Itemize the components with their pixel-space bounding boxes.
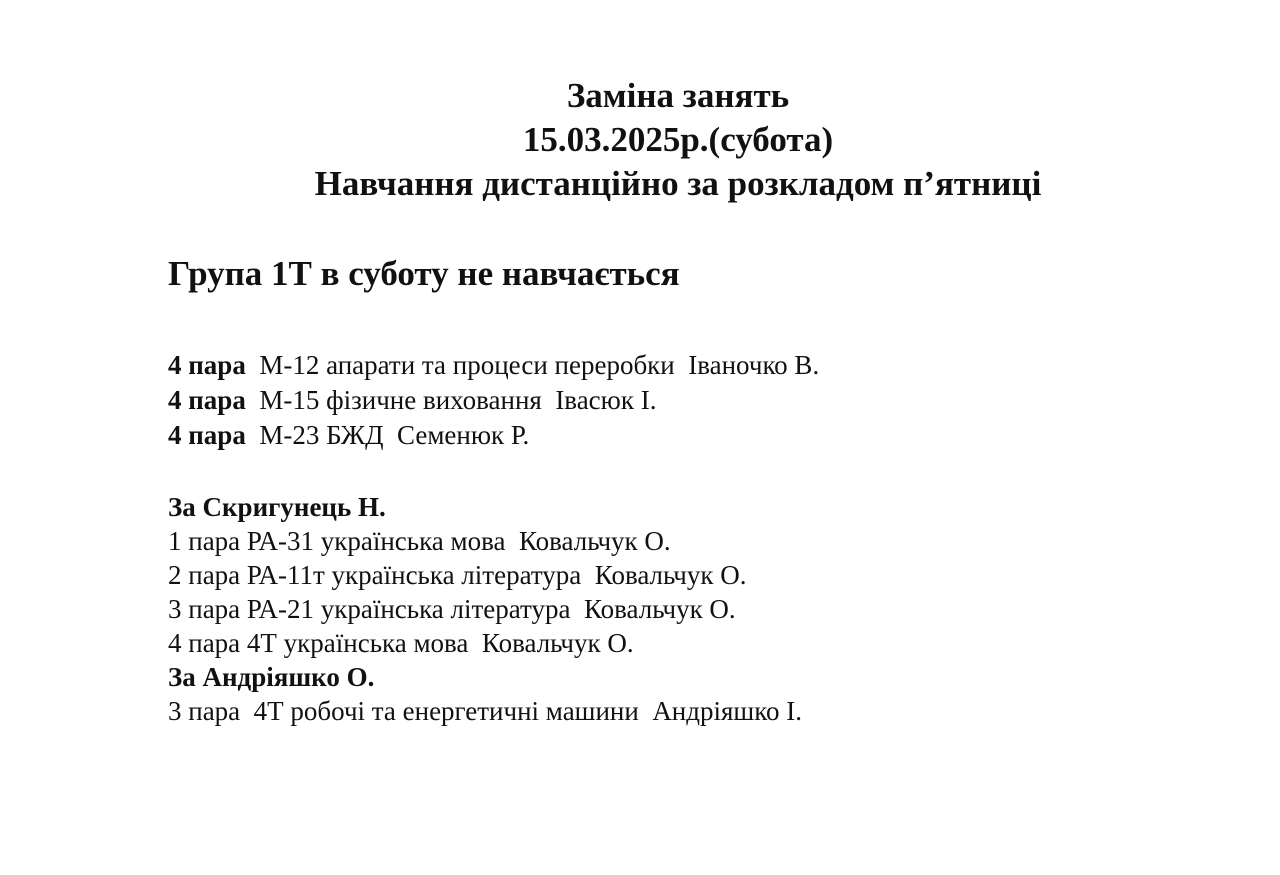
substitution-row: 3 пара 4Т робочі та енергетичні машини Андріяшко І. [168,696,802,726]
document-header [0,74,1280,206]
substitution-row: 2 пара РА-11т українська література Ковальчук О. [168,560,747,590]
group-note: Група 1Т в суботу не навчається [168,254,680,293]
substitution-heading: За Андріяшко О. [168,662,375,692]
pair-details: М-15 фізичне виховання Івасюк І. [245,385,657,415]
substitution-heading: За Скригунець Н. [168,492,386,522]
substitution-list [168,490,802,728]
pair-list [168,348,819,453]
pair-row [168,418,819,453]
pair-details: М-23 БЖД Семенюк Р. [245,420,530,450]
pair-row [168,383,819,418]
document-note: Навчання дистанційно за розкладом п’ятниці [314,164,1042,203]
pair-details: М-12 апарати та процеси переробки Іваночко В. [245,350,820,380]
pair-number: 4 пара [168,385,246,415]
document-date: 15.03.2025р.(субота) [522,120,834,159]
pair-number: 4 пара [168,420,246,450]
substitution-row: 3 пара РА-21 українська література Ковальчук О. [168,594,736,624]
substitution-row: 1 пара РА-31 українська мова Ковальчук О. [168,526,671,556]
pair-number: 4 пара [168,350,246,380]
pair-row [168,348,819,383]
substitution-row: 4 пара 4Т українська мова Ковальчук О. [168,628,634,658]
document-title: Заміна занять [566,76,790,115]
